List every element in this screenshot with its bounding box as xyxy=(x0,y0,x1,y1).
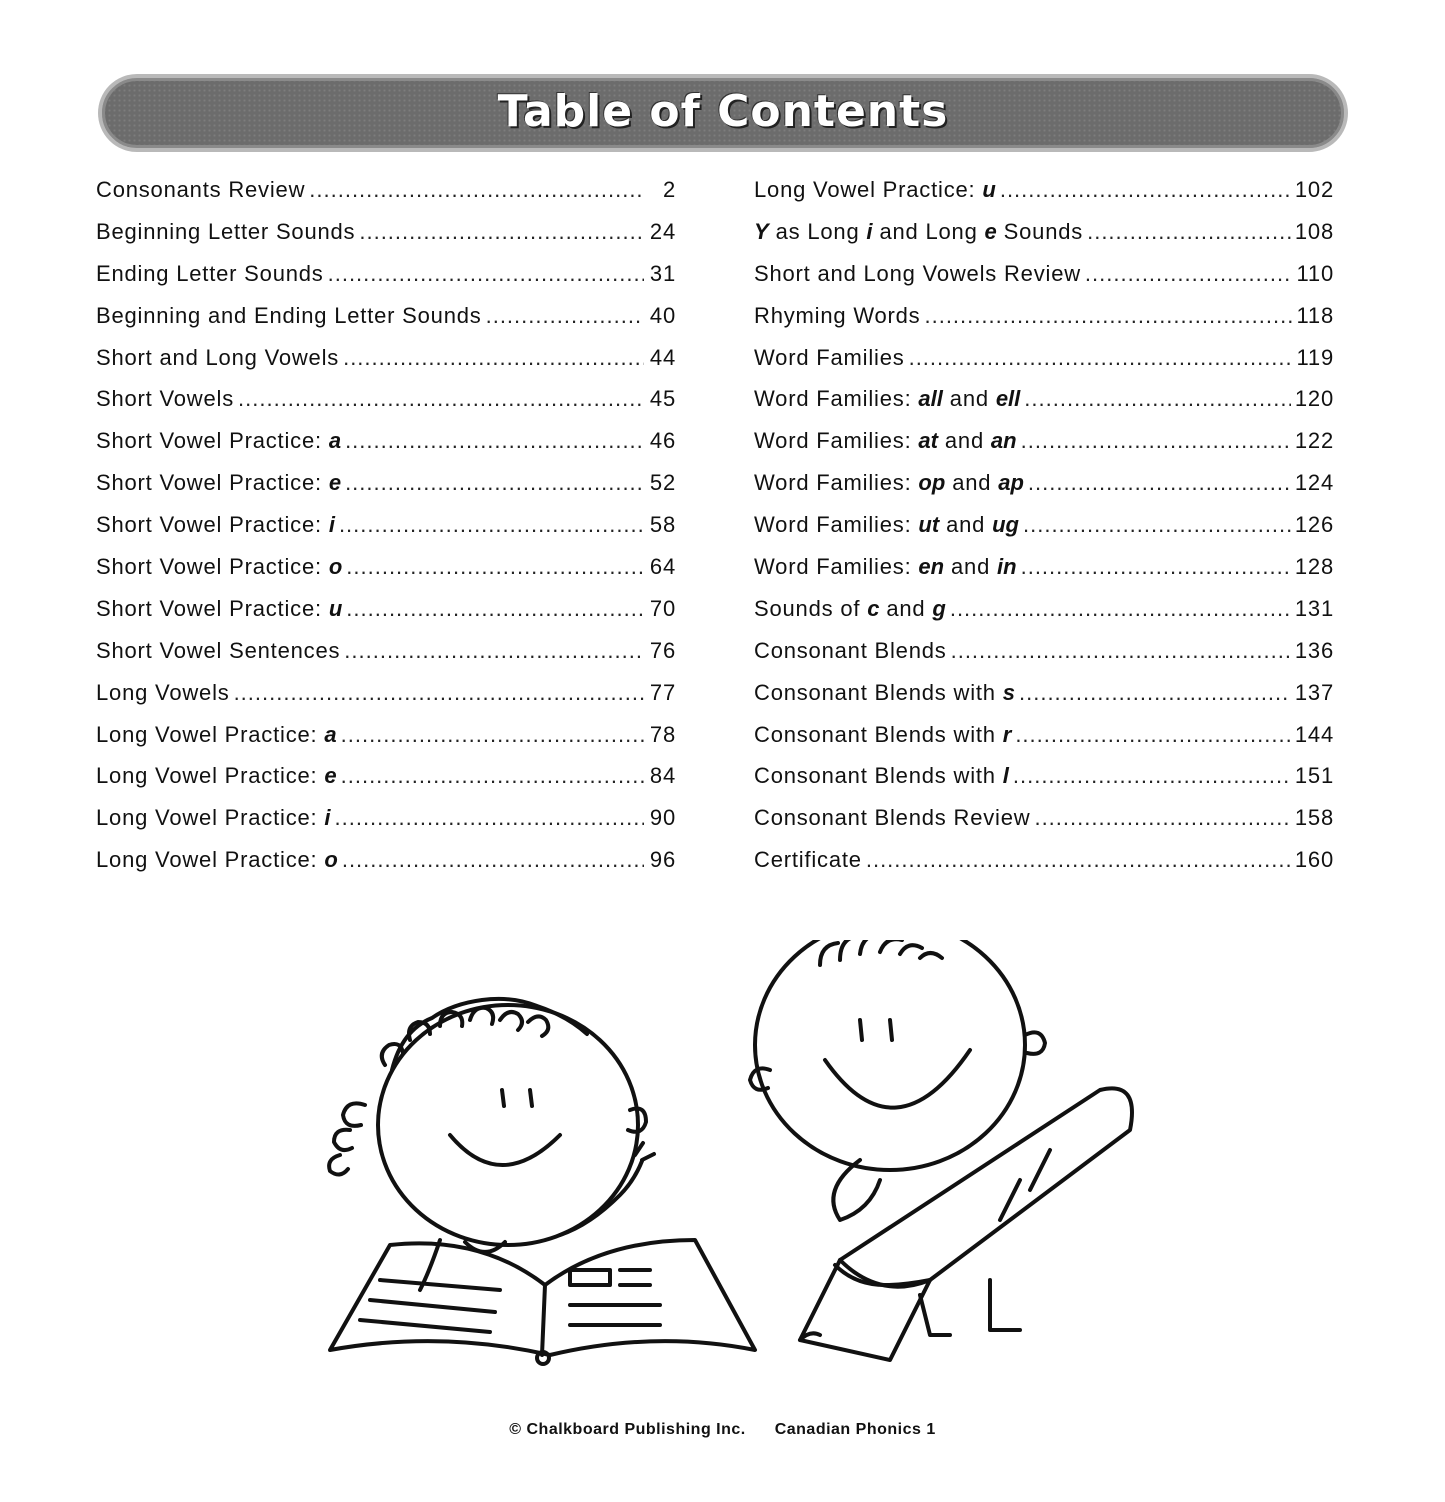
toc-entry-text: Certificate xyxy=(754,847,862,873)
toc-entry[interactable] xyxy=(754,763,1334,805)
toc-entry[interactable] xyxy=(754,512,1334,554)
toc-entry-title xyxy=(754,303,920,329)
toc-entry-title xyxy=(754,428,1017,454)
toc-entry[interactable] xyxy=(96,554,676,596)
toc-entry-text: Consonant Blends with xyxy=(754,679,1003,705)
toc-entry-title xyxy=(754,554,1017,580)
toc-entry[interactable] xyxy=(96,805,676,847)
toc-entry-text: Rhyming Words xyxy=(754,302,921,328)
toc-entry-emphasis: c xyxy=(867,595,880,621)
toc-page-number: 76 xyxy=(649,637,676,663)
toc-page-number: 90 xyxy=(649,805,676,831)
toc-page-number: 78 xyxy=(649,721,676,747)
toc-entry-text: Sounds of xyxy=(754,595,868,621)
toc-entry-text: Sounds xyxy=(996,218,1084,244)
toc-page-number: 122 xyxy=(1294,428,1334,454)
toc-page-number: 58 xyxy=(649,512,676,538)
toc-entry-text: Word Families xyxy=(754,344,905,370)
dot-leader xyxy=(1087,219,1291,245)
toc-entry[interactable] xyxy=(754,345,1334,387)
toc-entry[interactable] xyxy=(96,219,676,261)
toc-entry-text: and xyxy=(937,428,991,454)
toc-entry-emphasis: s xyxy=(1002,679,1015,705)
toc-entry-title xyxy=(96,722,337,748)
toc-entry-emphasis: op xyxy=(918,470,946,496)
toc-entry[interactable] xyxy=(96,722,676,764)
toc-page-number: 128 xyxy=(1294,554,1334,580)
toc-entry-title xyxy=(96,470,341,496)
dot-leader xyxy=(328,261,644,287)
toc-page-number: 45 xyxy=(649,386,676,412)
toc-entry-title xyxy=(754,722,1011,748)
toc-entry-text: Word Families: xyxy=(754,470,919,496)
dot-leader xyxy=(341,763,644,789)
toc-entry-emphasis: Y xyxy=(754,218,769,244)
toc-entry-text: Word Families: xyxy=(754,554,919,580)
dot-leader xyxy=(1021,428,1291,454)
book-title-text: Canadian Phonics 1 xyxy=(774,1421,936,1438)
toc-entry[interactable] xyxy=(96,847,676,889)
dot-leader xyxy=(1000,177,1291,203)
toc-entry[interactable] xyxy=(96,177,676,219)
toc-page-number: 64 xyxy=(649,554,676,580)
toc-entry-emphasis: i xyxy=(324,805,331,831)
toc-entry-text: Beginning Letter Sounds xyxy=(96,218,356,244)
toc-entry-text: Short Vowel Practice: xyxy=(96,512,329,538)
toc-entry[interactable] xyxy=(754,680,1334,722)
dot-leader xyxy=(309,177,644,203)
toc-page-number: 126 xyxy=(1294,512,1334,538)
dot-leader xyxy=(1034,805,1290,831)
toc-entry-text: and Long xyxy=(872,218,985,244)
dot-leader xyxy=(346,554,644,580)
toc-entry-title xyxy=(754,596,946,622)
toc-entry-emphasis: all xyxy=(918,386,943,412)
toc-entry-emphasis: a xyxy=(328,428,342,454)
toc-entry[interactable] xyxy=(754,596,1334,638)
toc-page-number: 108 xyxy=(1294,218,1334,244)
toc-entry-title xyxy=(96,596,342,622)
toc-entry-emphasis: in xyxy=(997,554,1017,580)
toc-entry-title xyxy=(96,512,335,538)
toc-entry[interactable] xyxy=(754,554,1334,596)
dot-leader xyxy=(1028,470,1291,496)
toc-page-number: 102 xyxy=(1294,177,1334,202)
dot-leader xyxy=(342,847,644,873)
dot-leader xyxy=(335,805,645,831)
toc-entry-text: Short and Long Vowels xyxy=(96,344,340,370)
dot-leader xyxy=(1019,680,1291,706)
toc-entry-title xyxy=(96,847,338,873)
toc-page-number: 52 xyxy=(649,470,676,496)
toc-entry-text: Short Vowel Sentences xyxy=(96,637,341,663)
toc-entry[interactable] xyxy=(754,428,1334,470)
toc-entry-emphasis: u xyxy=(982,177,996,202)
toc-entry-title xyxy=(754,763,1009,789)
toc-entry-text: Short Vowel Practice: xyxy=(96,554,329,580)
page-footer xyxy=(0,1421,1445,1439)
toc-page-number: 70 xyxy=(649,595,676,621)
toc-entry-title xyxy=(96,261,324,287)
toc-entry[interactable] xyxy=(754,470,1334,512)
toc-entry-text: Consonants Review xyxy=(96,177,306,202)
toc-entry-text: Ending Letter Sounds xyxy=(96,260,324,286)
toc-entry[interactable] xyxy=(754,805,1334,847)
toc-entry-emphasis: ut xyxy=(918,512,940,538)
toc-page-number: 46 xyxy=(649,428,676,454)
toc-entry-text: Short Vowel Practice: xyxy=(96,595,329,621)
toc-entry-title xyxy=(96,428,341,454)
toc-entry[interactable] xyxy=(754,847,1334,889)
toc-entry-emphasis: i xyxy=(866,218,873,244)
toc-entry-text: Consonant Blends with xyxy=(754,721,1003,747)
dot-leader xyxy=(234,680,644,706)
toc-entry-title xyxy=(754,680,1015,706)
toc-entry-title xyxy=(754,177,996,203)
toc-entry-text: and xyxy=(879,595,933,621)
toc-entry-text: Short Vowels xyxy=(96,386,235,412)
toc-entry-text: Long Vowel Practice: xyxy=(96,721,325,747)
toc-entry-title xyxy=(96,177,305,203)
dot-leader xyxy=(341,722,644,748)
toc-entry[interactable] xyxy=(96,470,676,512)
copyright-text: © Chalkboard Publishing Inc. xyxy=(509,1421,746,1438)
dot-leader xyxy=(1021,554,1291,580)
dot-leader xyxy=(1085,261,1293,287)
toc-entry-text: Consonant Blends xyxy=(754,637,947,663)
girl-drawing xyxy=(329,990,755,1364)
toc-right-column xyxy=(754,177,1334,889)
toc-entry-emphasis: i xyxy=(328,512,335,538)
dot-leader xyxy=(343,345,644,371)
dot-leader xyxy=(339,512,644,538)
toc-left-column xyxy=(96,177,676,889)
toc-page-number: 2 xyxy=(662,177,676,202)
dot-leader xyxy=(1013,763,1291,789)
dot-leader xyxy=(346,596,644,622)
dot-leader xyxy=(486,303,644,329)
dot-leader xyxy=(1023,512,1291,538)
toc-entry-text: Long Vowel Practice: xyxy=(96,763,325,789)
toc-entry[interactable] xyxy=(96,345,676,387)
toc-entry-text: Long Vowel Practice: xyxy=(96,847,325,873)
toc-entry-emphasis: at xyxy=(918,428,938,454)
title-banner xyxy=(98,74,1348,152)
dot-leader xyxy=(1024,386,1291,412)
toc-entry[interactable] xyxy=(96,512,676,554)
toc-entry-emphasis: r xyxy=(1002,721,1012,747)
toc-entry[interactable] xyxy=(754,219,1334,261)
toc-page-number: 84 xyxy=(649,763,676,789)
toc-page-number: 160 xyxy=(1294,847,1334,873)
toc-entry-text: Consonant Blends with xyxy=(754,763,1003,789)
dot-leader xyxy=(359,219,644,245)
toc-entry[interactable] xyxy=(96,763,676,805)
toc-page-number: 131 xyxy=(1294,595,1334,621)
toc-page-number: 158 xyxy=(1294,805,1334,831)
toc-entry-emphasis: ap xyxy=(998,470,1024,496)
toc-entry[interactable] xyxy=(96,680,676,722)
toc-entry-emphasis: u xyxy=(328,595,343,621)
toc-page-number: 137 xyxy=(1294,679,1334,705)
toc-entry-title xyxy=(754,345,905,371)
toc-entry[interactable] xyxy=(96,638,676,680)
toc-entry-title xyxy=(754,219,1083,245)
toc-entry-text: as Long xyxy=(768,218,867,244)
toc-entry[interactable] xyxy=(754,303,1334,345)
toc-entry-emphasis: an xyxy=(990,428,1017,454)
dot-leader xyxy=(1015,722,1291,748)
boy-drawing xyxy=(750,940,1132,1360)
toc-page-number: 124 xyxy=(1294,470,1334,496)
toc-entry-emphasis: g xyxy=(932,595,946,621)
toc-page-number: 136 xyxy=(1294,637,1334,663)
toc-entry-text: Word Families: xyxy=(754,512,919,538)
toc-page-number: 31 xyxy=(649,260,676,286)
toc-entry-title xyxy=(754,470,1024,496)
toc-entry-emphasis: e xyxy=(984,218,997,244)
toc-entry[interactable] xyxy=(96,261,676,303)
toc-entry-text: Long Vowels xyxy=(96,679,230,705)
toc-entry-emphasis: a xyxy=(324,721,337,747)
toc-entry-title xyxy=(96,638,340,664)
toc-entry-text: Short Vowel Practice: xyxy=(96,470,329,496)
dot-leader xyxy=(950,596,1291,622)
toc-entry-emphasis: l xyxy=(1002,763,1009,789)
toc-entry-title xyxy=(96,219,355,245)
toc-entry-title xyxy=(96,554,342,580)
toc-entry-text: Word Families: xyxy=(754,428,919,454)
toc-entry-text: Long Vowel Practice: xyxy=(754,177,983,202)
toc-entry-emphasis: en xyxy=(918,554,945,580)
toc-entry-text: Short and Long Vowels Review xyxy=(754,260,1081,286)
toc-entry-title xyxy=(96,680,230,706)
dot-leader xyxy=(951,638,1291,664)
dot-leader xyxy=(924,303,1292,329)
toc-page-number: 96 xyxy=(649,847,676,873)
toc-entry-title xyxy=(754,512,1019,538)
dot-leader xyxy=(345,428,644,454)
toc-entry-text: Long Vowel Practice: xyxy=(96,805,325,831)
toc-entry-emphasis: e xyxy=(324,763,337,789)
toc-page-number: 120 xyxy=(1294,386,1334,412)
toc-entry-title xyxy=(754,805,1030,831)
toc-page-number: 118 xyxy=(1296,302,1334,328)
toc-entry[interactable] xyxy=(96,596,676,638)
toc-entry-emphasis: e xyxy=(328,470,342,496)
toc-entry[interactable] xyxy=(754,261,1334,303)
toc-entry-text: Word Families: xyxy=(754,386,919,412)
toc-page-number: 119 xyxy=(1296,344,1334,370)
dot-leader xyxy=(909,345,1293,371)
dot-leader xyxy=(345,470,644,496)
toc-entry-text: and xyxy=(939,512,993,538)
toc-entry[interactable] xyxy=(96,386,676,428)
toc-entry-emphasis: o xyxy=(328,554,343,580)
toc-entry[interactable] xyxy=(754,177,1334,219)
dot-leader xyxy=(238,386,644,412)
toc-entry-text: Short Vowel Practice: xyxy=(96,428,329,454)
toc-page-number: 44 xyxy=(649,344,676,370)
toc-entry-text: Beginning and Ending Letter Sounds xyxy=(96,302,482,328)
toc-entry-title xyxy=(96,303,482,329)
toc-entry-text: and xyxy=(945,470,999,496)
toc-entry-title xyxy=(754,847,862,873)
toc-entry-text: Consonant Blends Review xyxy=(754,805,1031,831)
toc-entry-text: and xyxy=(942,386,996,412)
toc-entry-title xyxy=(96,805,331,831)
toc-page-number: 77 xyxy=(649,679,676,705)
toc-page-number: 144 xyxy=(1294,721,1334,747)
toc-entry[interactable] xyxy=(754,386,1334,428)
toc-page-number: 40 xyxy=(649,302,676,328)
toc-entry-title xyxy=(754,386,1020,412)
toc-entry[interactable] xyxy=(754,638,1334,680)
kids-reading-writing-illustration xyxy=(300,940,1160,1370)
toc-entry-emphasis: o xyxy=(324,847,338,873)
dot-leader xyxy=(344,638,644,664)
toc-entry-emphasis: ug xyxy=(992,512,1019,538)
toc-entry-emphasis: ell xyxy=(995,386,1021,412)
toc-entry-title xyxy=(96,386,234,412)
toc-entry[interactable] xyxy=(754,722,1334,764)
toc-entry[interactable] xyxy=(96,303,676,345)
dot-leader xyxy=(866,847,1291,873)
toc-entry-title xyxy=(754,638,947,664)
toc-entry-title xyxy=(96,345,339,371)
toc-entry-title xyxy=(754,261,1081,287)
toc-page-number: 110 xyxy=(1296,260,1334,286)
toc-entry[interactable] xyxy=(96,428,676,470)
toc-page-number: 24 xyxy=(649,218,676,244)
toc-page-number: 151 xyxy=(1294,763,1334,789)
page-title: Table of Contents xyxy=(497,86,949,137)
toc-entry-text: and xyxy=(944,554,998,580)
toc-entry-title xyxy=(96,763,337,789)
